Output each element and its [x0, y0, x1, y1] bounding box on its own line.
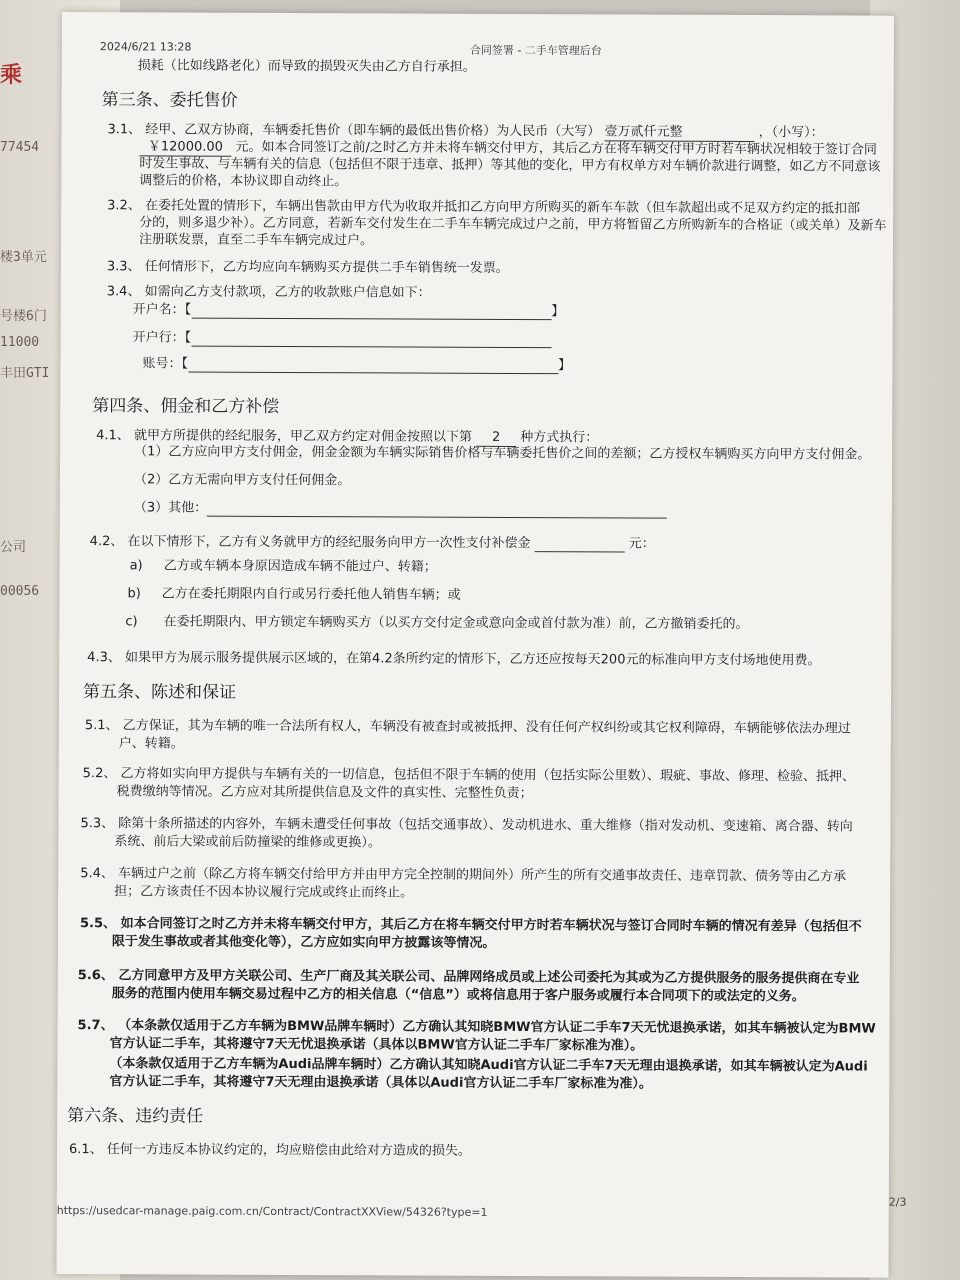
clause-6-1 [69, 1142, 471, 1160]
commission-choice: 2 [476, 430, 516, 447]
blank-line [535, 537, 625, 552]
clause-text: 任何一方违反本协议约定的，均应赔偿由此给对方造成的损失。 [106, 1142, 471, 1159]
clause-number: 3.2、 [107, 198, 141, 214]
bg-stub-text: 公司 [0, 540, 27, 555]
bg-stub-text: 楼3单元 [0, 250, 47, 265]
section-title: 第三条、委托售价 [101, 90, 238, 111]
clause-5-4 [80, 866, 846, 885]
clause-number: 5.1、 [84, 718, 119, 734]
option-3 [134, 500, 667, 518]
top-line: 损耗（比如线路老化）而导致的损毁灭失由乙方自行承担。 [137, 58, 476, 75]
clause-number: 4.2、 [89, 534, 124, 550]
clause-3-2 [107, 198, 860, 217]
clause-number: 3.4、 [106, 284, 141, 300]
clause-5-1-line2: 户、转籍。 [118, 736, 184, 752]
clause-text: 就甲方所提供的经纪服务，甲乙双方约定对佣金按照以下第 [133, 428, 473, 445]
field-label: 开户名：【 [132, 302, 192, 318]
item-b [127, 586, 460, 603]
item-text: 乙方或车辆本身原因造成车辆不能过户、转籍； [163, 558, 437, 575]
clause-5-7-line2: 官方认证二手车，其将遵守7天无忧退换承诺（具体以BMW官方认证二手车厂家标准为准）。 [109, 1036, 644, 1054]
option-2: （2）乙方无需向甲方支付任何佣金。 [133, 472, 351, 489]
clause-text: 元： [628, 536, 655, 552]
clause-number: 6.1、 [69, 1142, 103, 1158]
bracket: 】 [551, 304, 565, 320]
section-title: 第四条、佣金和乙方补偿 [92, 396, 280, 417]
clause-5-7-line4: 官方认证二手车，其将遵守7天无理由退换承诺（具体以Audi官方认证二手车厂家标准为准）。 [109, 1074, 652, 1092]
bg-stub-text: 77454 [0, 140, 40, 155]
page-number: 2/3 [888, 1195, 907, 1209]
item-a [130, 558, 437, 575]
clause-text: 乙方保证，其为车辆的唯一合法所有权人，车辆没有被查封或被抵押、没有任何产权纠纷或其它权利障碍，车辆能够依法办理过 [122, 718, 851, 737]
amount-number: ￥12000.00 [139, 139, 231, 156]
bg-stub-text: 11000 [0, 335, 40, 350]
account-number-field [142, 356, 571, 374]
clause-4-2 [90, 534, 655, 552]
clause-number: 5.7、 [77, 1018, 114, 1034]
clause-3-4 [107, 284, 431, 301]
clause-4-3 [87, 650, 820, 669]
clause-text: ，（小写）： [758, 125, 824, 141]
account-name-field [133, 302, 565, 320]
clause-text: 乙方将如实向甲方提供与车辆有关的一切信息，包括但不限于车辆的使用（包括实际公里数）、瑕疵、事故、修理、检验、抵押、 [120, 766, 856, 785]
clause-5-7 [78, 1018, 876, 1037]
clause-5-5 [80, 916, 862, 935]
clause-text: 如果甲方为展示服务提供展示区域的，在第4.2条所约定的情形下，乙方还应按每天200元的标准向甲方支付场地使用费。 [124, 650, 821, 669]
bg-stub-text: 丰田GTI [0, 366, 50, 381]
clause-text: 元。如本合同签订之前/之时乙方并未将车辆交付甲方，其后乙方在将车辆交付甲方时若车辆状况相较于签订合同 [235, 139, 877, 158]
clause-3-1-line4: 调整后的价格，本协议即自动终止。 [139, 173, 348, 190]
bg-stamp-text: 乘 [0, 63, 23, 88]
clause-number: 5.4、 [80, 866, 114, 882]
clause-number: 5.6、 [77, 968, 114, 984]
item-text: 乙方在委托期限内自行或另行委托他人销售车辆；或 [161, 586, 461, 603]
clause-5-4-line2: 担；乙方该责任不因本协议履行完成或终止而终止。 [114, 884, 414, 901]
field-label: 账号：【 [142, 356, 189, 372]
blank-line [191, 304, 551, 321]
clause-text: （本条款仅适用于乙方车辆为BMW品牌车辆时）乙方确认其知晓BMW官方认证二手车7天无忧退换承诺，如其车辆被认定为BMW [118, 1018, 876, 1037]
clause-text: 经甲、乙双方协商，车辆委托售价（即车辆的最低出售价格）为人民币（大写） [145, 122, 601, 140]
clause-number: 3.1、 [107, 122, 142, 138]
section-title: 第六条、违约责任 [67, 1106, 204, 1127]
clause-5-2 [83, 766, 855, 785]
page-url: https://usedcar-manage.paig.com.cn/Contract/ContractXXView/54326?type=1 [56, 1203, 488, 1219]
field-label: 开户行：【 [132, 330, 192, 346]
clause-text: 除第十条所描述的内容外，车辆未遭受任何事故（包括交通事故）、发动机进水、重大维修（指对发动机、变速箱、离合器、转向 [118, 816, 853, 835]
print-title: 合同签署 - 二手车管理后台 [469, 43, 602, 58]
section-title: 第五条、陈述和保证 [82, 682, 237, 703]
account-bank-field [133, 330, 552, 348]
clause-3-3 [107, 259, 509, 277]
clause-number: 3.3、 [106, 259, 141, 275]
clause-text: 乙方同意甲方及甲方关联公司、生产厂商及其关联公司、品牌网络成员或上述公司委托为其或为乙方提供服务的服务提供商在专业 [118, 968, 860, 987]
clause-text: 如需向乙方支付款项，乙方的收款账户信息如下： [144, 284, 431, 301]
clause-5-6-line2: 服务的范围内使用车辆交易过程中乙方的相关信息（“信息”）或将信息用于客户服务或履行本合同项下的或法定的义务。 [111, 986, 805, 1005]
item-label: c) [125, 614, 138, 630]
blank-line [207, 502, 667, 519]
amount-words: 壹万贰仟元整 [604, 124, 754, 142]
clause-text: 车辆过户之前（除乙方将车辆交付给甲方并由甲方完全控制的期间外）所产生的所有交通事故责任、违章罚款、债务等由乙方承 [118, 866, 847, 885]
clause-text: 种方式执行： [520, 430, 599, 446]
clause-5-6 [78, 968, 860, 987]
option-1: （1）乙方应向甲方支付佣金，佣金金额为车辆实际销售价格与车辆委托售价之间的差额；乙方授权车辆购买方向甲方支付佣金。 [134, 444, 871, 463]
item-c [125, 614, 748, 633]
item-text: 在委托期限内、甲方锁定车辆购买方（以买方交付定金或意向金或首付款为准）前，乙方撤销委托的。 [163, 614, 749, 633]
bracket: 】 [557, 358, 572, 374]
print-date: 2024/6/21 13:28 [99, 40, 192, 54]
clause-number: 4.1、 [96, 428, 130, 444]
clause-number: 5.5、 [79, 916, 117, 932]
clause-3-1-line3: 时发生事故、与车辆有关的信息（包括但不限于违章、抵押）等其他的变化，甲方有权单方对车辆价款进行调整，如乙方不同意该 [139, 156, 881, 175]
blank-line [188, 358, 558, 375]
clause-text: 在委托处置的情形下，车辆出售款由甲方代为收取并抵扣乙方向甲方所购买的新车车款（但车款超出或不足双方约定的抵扣部 [144, 198, 861, 217]
clause-5-1 [85, 718, 851, 737]
clause-number: 4.3、 [87, 650, 121, 666]
clause-number: 5.3、 [80, 816, 115, 832]
item-label: a) [129, 558, 143, 574]
clause-5-3-line2: 系统、前后大梁或前后防撞梁的维修或更换）。 [114, 834, 381, 851]
clause-3-2-line3: 注册联发票，直至二手车车辆完成过户。 [138, 232, 374, 249]
contract-page [56, 12, 907, 1278]
bg-stub-text: 00056 [0, 584, 40, 599]
clause-5-2-line2: 税费缴纳等情况。乙方应对其所提供信息及文件的真实性、完整性负责； [116, 784, 533, 802]
clause-5-5-line2: 限于发生事故或者其他变化等），乙方应如实向甲方披露该等情况。 [111, 934, 496, 951]
clause-number: 5.2、 [82, 766, 117, 782]
clause-3-2-line2: 分的，则多退少补）。乙方同意，若新车交付发生在二手车车辆完成过户之前，甲方将暂留乙方所购新车的合格证（或关单）及新车 [139, 215, 887, 234]
clause-5-7-line3: （本条款仅适用于乙方车辆为Audi品牌车辆时）乙方确认其知晓Audi官方认证二手车7天无理由退换承诺，如其车辆被认定为Audi [109, 1056, 868, 1075]
option-label: （3）其他： [133, 500, 208, 516]
clause-5-3 [80, 816, 852, 835]
bg-stub-text: 号楼6门 [0, 309, 47, 324]
clause-text: 任何情形下，乙方均应向车辆购买方提供二手车销售统一发票。 [144, 259, 509, 276]
clause-text: 在以下情形下，乙方有义务就甲方的经纪服务向甲方一次性支付补偿金 [127, 534, 531, 552]
blank-line [191, 332, 551, 349]
item-label: b) [127, 586, 141, 602]
clause-text: 如本合同签订之时乙方并未将车辆交付甲方，其后乙方在将车辆交付甲方时若车辆状况与签订合同时车辆的情况有差异（包括但不 [120, 916, 862, 935]
